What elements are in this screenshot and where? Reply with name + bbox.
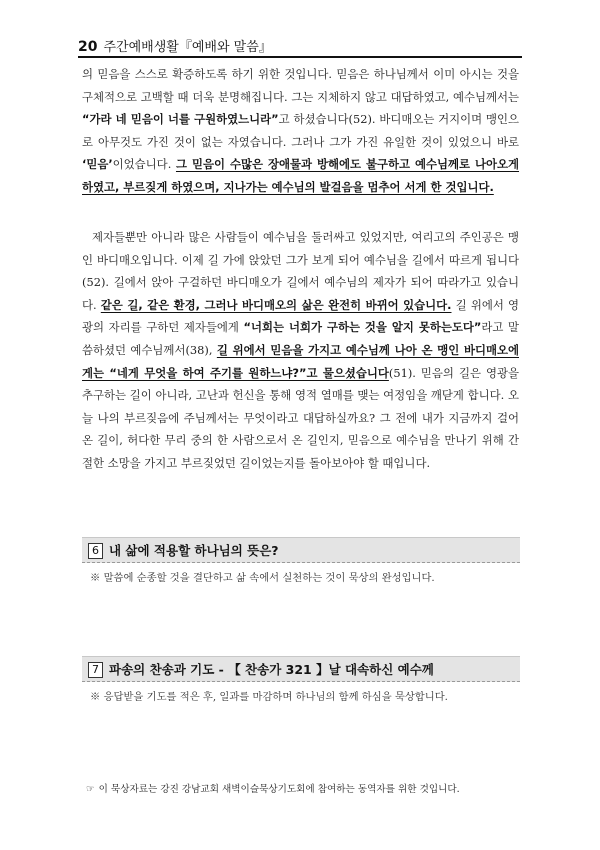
paragraph-2-text-2: 길 위에서 영광의 자리를 구하던 제자들에게 <box>82 297 520 335</box>
paragraph-1-text-3: 이었습니다. <box>112 157 176 172</box>
header-divider <box>78 56 522 58</box>
section-6-header <box>82 537 520 563</box>
section-7-number-box: 7 <box>88 662 103 678</box>
page-header <box>78 36 272 55</box>
paragraph-2-underlined-emphasis-1: 같은 길, 같은 환경, 그러나 바디매오의 삶은 완전히 바뀌어 있습니다. <box>100 297 452 312</box>
footer-note <box>86 781 460 795</box>
scripture-quote-you-do-not-know: “너희는 너희가 구하는 것을 알지 못하는도다” <box>243 320 482 335</box>
paragraph-1-text-2: 고 하셨습니다(52). 바디매오는 거지이며 맹인으로 아무것도 가진 것이 없는 자였습니다. 그러나 그가 가진 유일한 것이 있었으니 바로 <box>82 112 519 149</box>
faith-emphasis: ‘믿음’ <box>82 157 113 172</box>
paragraph-2-text-3: 라고 말씀하셨던 예수님께서(38), <box>82 320 519 357</box>
publication-title: 주간예배생활『예배와 말씀』 <box>103 40 272 55</box>
scripture-quote-go: “가라 네 믿음이 너를 구원하였느니라” <box>82 112 279 127</box>
paragraph-2 <box>82 226 519 475</box>
section-7-title: 파송의 찬송과 기도 - 【 찬송가 321 】날 대속하신 예수께 <box>109 662 434 677</box>
pointing-hand-icon: ☞ <box>86 784 95 795</box>
paragraph-1 <box>82 63 519 199</box>
paragraph-2-text-4: (51). 믿음의 길은 영광을 추구하는 길이 아니라, 고난과 헌신을 통해 영적 열매를 맺는 여정임을 깨닫게 합니다. 오늘 나의 부르짖음에 주님께서는 무엇이라고 대답하실까요? 그 전에 내가 지금까지 걸어 온 길이, 허다한 무리 중의 한 사람으로서 온 길인지, 믿음으로 예수님을 만나기 위해 간절한 소망을 가지고 부르짖었던 길이었는지를 돌아보아야 할 때입니다. <box>82 365 519 470</box>
section-6-note: ※ 말씀에 순종할 것을 결단하고 삶 속에서 실천하는 것이 묵상의 완성입니다. <box>90 572 435 584</box>
footer-text: 이 묵상자료는 강진 강남교회 새벽이슬묵상기도회에 참여하는 동역자를 위한 것입니다. <box>98 784 460 795</box>
page-number: 20 <box>78 39 98 55</box>
paragraph-2-underlined-emphasis-2: 길 위에서 믿음을 가지고 예수님께 나아 온 맹인 바디매오에게는 “네게 무엇을 하여 주기를 원하느냐?”고 물으셨습니다 <box>82 342 519 380</box>
paragraph-1-underlined-emphasis: 그 믿음이 수많은 장애물과 방해에도 불구하고 예수님께로 나아오게 하였고, 부르짖게 하였으며, 지나가는 예수님의 발걸음을 멈추어 서게 한 것입니다. <box>82 157 520 194</box>
paragraph-1-text-1: 의 믿음을 스스로 확증하도록 하기 위한 것입니다. 믿음은 하나님께서 이미 아시는 것을 구체적으로 고백할 때 더욱 분명해집니다. 그는 지체하지 않고 대답하였고, 예수님께서는 <box>82 67 519 104</box>
section-6-number-box: 6 <box>88 543 103 559</box>
section-7-note: ※ 응답받을 기도를 적은 후, 일과를 마감하며 하나님의 함께 하심을 묵상합니다. <box>90 691 448 703</box>
section-6-title: 내 삶에 적용할 하나님의 뜻은? <box>109 543 279 558</box>
section-7-header <box>82 656 520 682</box>
paragraph-2-text-1: 제자들뿐만 아니라 많은 사람들이 예수님을 둘러싸고 있었지만, 여리고의 주인공은 맹인 바디매오입니다. 이제 길 가에 앉았던 그가 보게 되어 예수님을 길에서 따르게 됩니다(52). 길에서 앉아 구걸하던 바디매오가 길에서 예수님의 제자가 되어 따라가고 있습니다. <box>82 230 519 312</box>
